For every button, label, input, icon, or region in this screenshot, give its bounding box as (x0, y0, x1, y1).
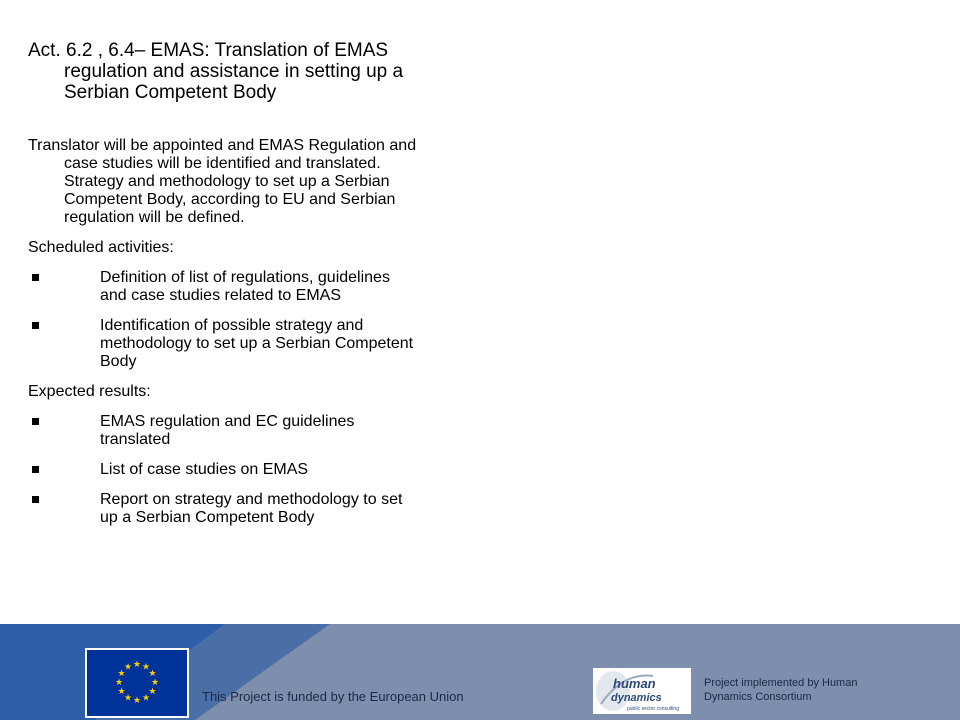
square-bullet-icon (32, 466, 39, 473)
intro-paragraph: Translator will be appointed and EMAS Regulation and case studies will be identified and translated. Strategy and methodology to set up a Serbian Competent Body, according to EU and Serbian regulation will be defined. (28, 137, 417, 226)
square-bullet-icon (32, 496, 39, 503)
list-item (28, 491, 418, 527)
svg-text:★: ★ (141, 662, 151, 673)
svg-text:★: ★ (141, 693, 151, 704)
logo-tagline: public sector consulting (627, 706, 679, 712)
slide-title: Act. 6.2 , 6.4– EMAS: Translation of EMAS regulation and assistance in setting up a Serbian Competent Body (28, 40, 404, 103)
list-item-text: Identification of possible strategy and methodology to set up a Serbian Competent Body (100, 317, 414, 370)
list-item (28, 413, 418, 449)
funded-by-eu-text: This Project is funded by the European Union (202, 689, 464, 704)
list-item-text: Report on strategy and methodology to set up a Serbian Competent Body (100, 491, 403, 526)
svg-text:★: ★ (150, 678, 160, 688)
list-item (28, 461, 418, 479)
square-bullet-icon (32, 418, 39, 425)
human-dynamics-logo-icon (593, 668, 691, 714)
list-item-text: EMAS regulation and EC guidelines translated (100, 413, 355, 448)
svg-text:★: ★ (117, 687, 126, 697)
list-item-text: List of case studies on EMAS (100, 461, 309, 478)
expected-results-label: Expected results: (28, 383, 151, 400)
square-bullet-icon (32, 322, 39, 329)
expected-results-list (28, 413, 418, 527)
scheduled-activities-list (28, 269, 418, 371)
svg-text:★: ★ (148, 669, 157, 679)
logo-word-dynamics: dynamics (611, 692, 662, 704)
scheduled-activities-label: Scheduled activities: (28, 239, 174, 256)
list-item (28, 269, 418, 305)
eu-flag-logo (85, 648, 189, 718)
svg-text:★: ★ (117, 669, 126, 679)
svg-text:★: ★ (148, 687, 157, 697)
list-item (28, 317, 418, 371)
list-item-text: Definition of list of regulations, guidelines and case studies related to EMAS (100, 269, 390, 304)
svg-text:★: ★ (123, 662, 133, 673)
implemented-by-text: Project implemented by Human Dynamics Consortium (704, 677, 858, 703)
eu-flag-icon (87, 650, 187, 716)
logo-word-human: human (613, 676, 656, 691)
slide-content (28, 137, 418, 539)
svg-text:★: ★ (123, 693, 133, 704)
square-bullet-icon (32, 274, 39, 281)
human-dynamics-logo (593, 668, 691, 714)
svg-text:★: ★ (132, 660, 142, 670)
svg-text:★: ★ (114, 678, 124, 688)
svg-text:★: ★ (132, 696, 142, 706)
